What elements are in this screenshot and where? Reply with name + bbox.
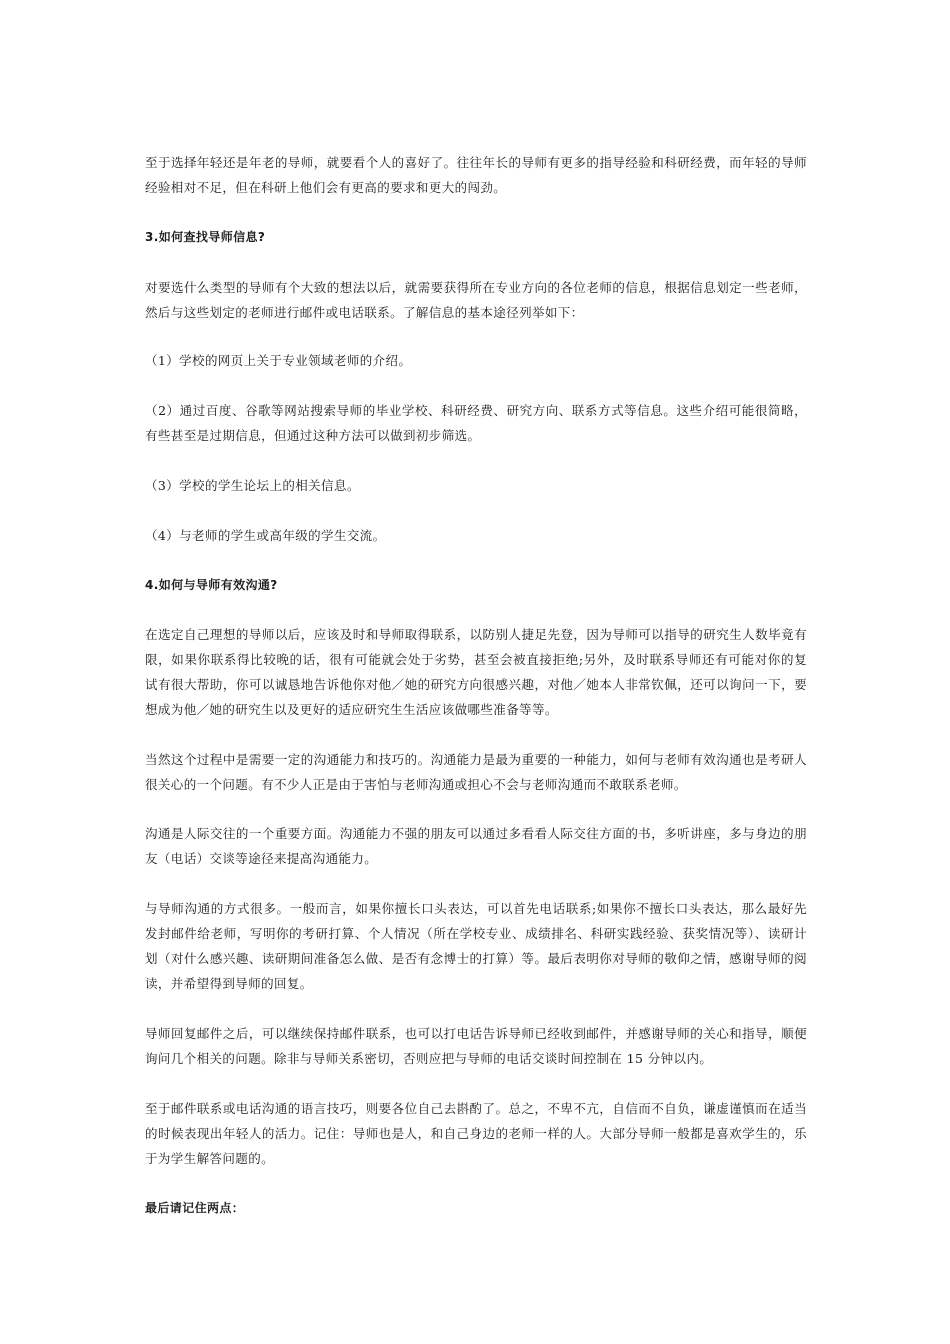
paragraph-young-or-old-advisor: 至于选择年轻还是年老的导师，就要看个人的喜好了。往往年长的导师有更多的指导经验和科研经费，而年轻的导师经验相对不足，但在科研上他们会有更高的要求和更大的闯劲。: [145, 155, 807, 195]
paragraph-after-reply: 导师回复邮件之后，可以继续保持邮件联系，也可以打电话告诉导师已经收到邮件，并感谢导师的关心和指导，顺便询问几个相关的问题。除非与导师关系密切，否则应把与导师的电话交谈时间控制在 15 分钟以内。: [145, 1026, 807, 1066]
heading-remember-two-points: 最后请记住两点：: [145, 1201, 245, 1215]
heading-communicate-effectively: 4.如何与导师有效沟通?: [145, 578, 278, 592]
list-item-search-engines: （2）通过百度、谷歌等网站搜索导师的毕业学校、科研经费、研究方向、联系方式等信息。这些介绍可能很简略，有些甚至是过期信息，但通过这种方法可以做到初步筛选。: [145, 403, 807, 443]
list-item-student-forum: （3）学校的学生论坛上的相关信息。: [145, 478, 360, 493]
list-item-school-webpage: （1）学校的网页上关于专业领域老师的介绍。: [145, 353, 412, 368]
heading-find-advisor-info: 3.如何查找导师信息?: [145, 230, 266, 244]
paragraph-info-intro: 对要选什么类型的导师有个大致的想法以后，就需要获得所在专业方向的各位老师的信息，根据信息划定一些老师，然后与这些划定的老师进行邮件或电话联系。了解信息的基本途径列举如下：: [145, 280, 807, 320]
paragraph-contact-early: 在选定自己理想的导师以后，应该及时和导师取得联系，以防别人捷足先登，因为导师可以指导的研究生人数毕竟有限，如果你联系得比较晚的话，很有可能就会处于劣势，甚至会被直接拒绝;另外，及时联系导师还有可能对你的复试有很大帮助，你可以诚恳地告诉他你对他／她的研究方向很感兴趣，对他／她本人非常钦佩，还可以询问一下，要想成为他／她的研究生以及更好的适应研究生生活应该做哪些准备等等。: [145, 627, 807, 717]
paragraph-contact-methods: 与导师沟通的方式很多。一般而言，如果你擅长口头表达，可以首先电话联系;如果你不擅长口头表达，那么最好先发封邮件给老师，写明你的考研打算、个人情况（所在学校专业、成绩排名、科研实践经验、获奖情况等）、读研计划（对什么感兴趣、读研期间准备怎么做、是否有念博士的打算）等。最后表明你对导师的敬仰之情，感谢导师的阅读，并希望得到导师的回复。: [145, 901, 807, 991]
paragraph-improve-communication: 沟通是人际交往的一个重要方面。沟通能力不强的朋友可以通过多看看人际交往方面的书，多听讲座，多与身边的朋友（电话）交谈等途径来提高沟通能力。: [145, 826, 807, 866]
list-item-talk-to-students: （4）与老师的学生或高年级的学生交流。: [145, 528, 386, 543]
paragraph-language-tips: 至于邮件联系或电话沟通的语言技巧，则要各位自己去斟酌了。总之，不卑不亢，自信而不自负，谦虚谨慎而在适当的时候表现出年轻人的活力。记住：导师也是人，和自己身边的老师一样的人。大部分导师一般都是喜欢学生的，乐于为学生解答问题的。: [145, 1101, 807, 1166]
paragraph-communication-skills: 当然这个过程中是需要一定的沟通能力和技巧的。沟通能力是最为重要的一种能力，如何与老师有效沟通也是考研人很关心的一个问题。有不少人正是由于害怕与老师沟通或担心不会与老师沟通而不敢联系老师。: [145, 752, 807, 792]
